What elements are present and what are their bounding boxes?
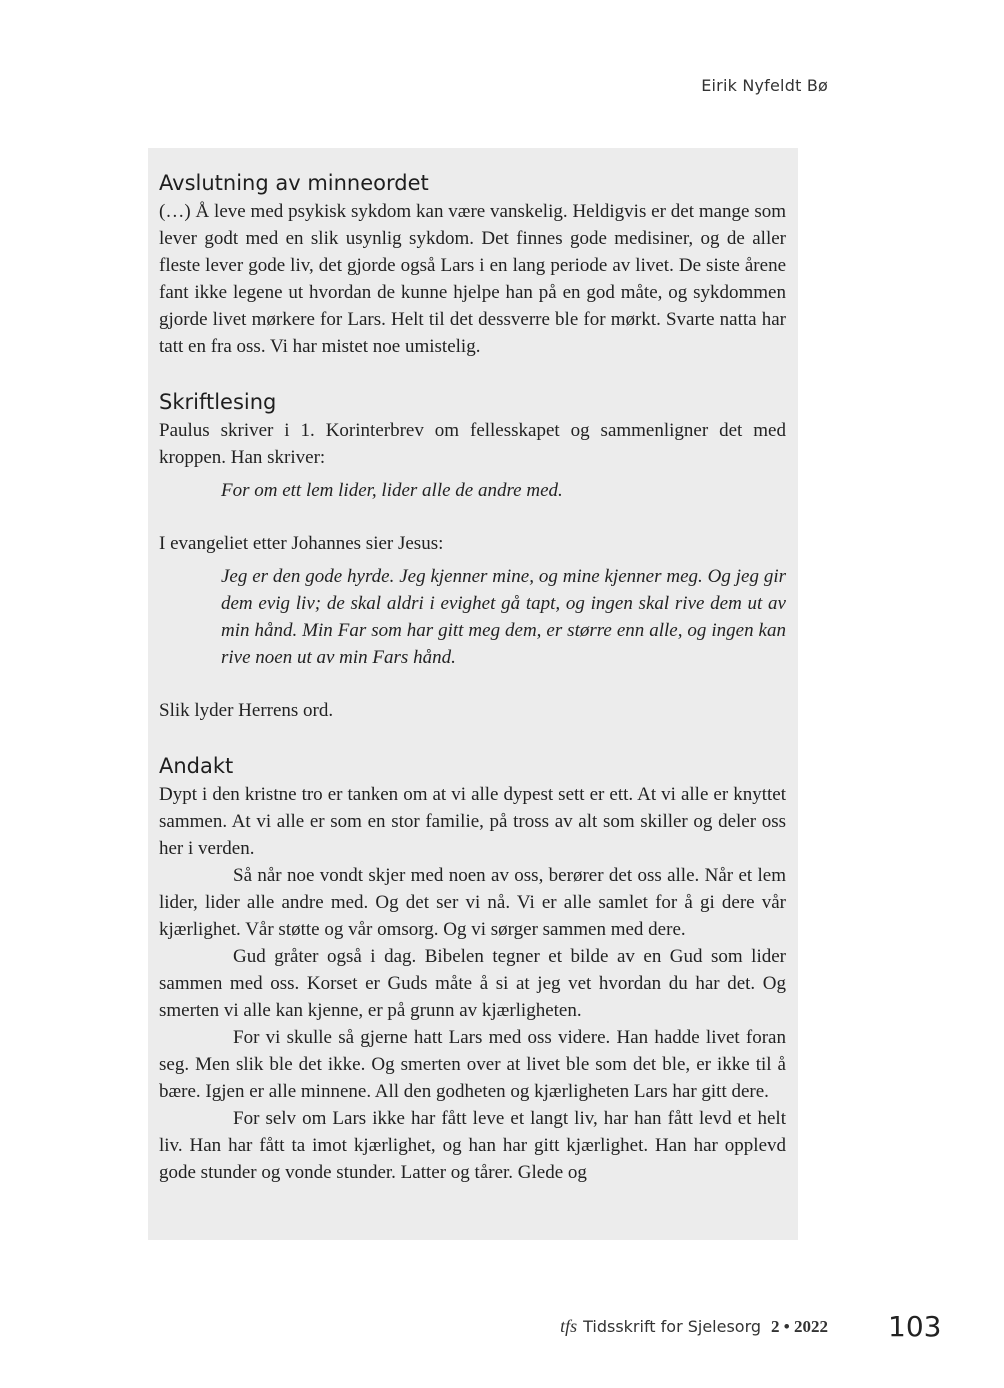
paragraph-minneord: (…) Å leve med psykisk sykdom kan være vanskelig. Heldigvis er det mange som lever godt med en slik usynlig sykdom. Det finnes gode medisiner, og de aller fleste lever gode liv, det gjorde også Lars i en lang periode av livet. De siste årene fant ikke legene ut hvordan de kunne hjelpe han på en god måte, og sykdommen gjorde livet mørkere for Lars. Helt til det dessverre ble for mørkt. Svarte natta har tatt en fra oss. Vi har mistet noe umistelig. xyxy=(159,201,786,357)
paragraph-paulus: Paulus skriver i 1. Korinterbrev om fellesskapet og sammenligner det med kroppen. Han skriver: xyxy=(159,420,786,468)
paragraph-andakt-4: For vi skulle så gjerne hatt Lars med oss videre. Han hadde livet foran seg. Men slik ble det ikke. Og smerten over at livet ble som det ble, er ikke til å bære. Igjen er alle minnene. All den godheten og kjærligheten Lars har gitt dere. xyxy=(159,1027,786,1102)
running-head-author: Eirik Nyfeldt Bø xyxy=(701,76,828,95)
page-number: 103 xyxy=(888,1310,942,1343)
paragraph-andakt-2: Så når noe vondt skjer med noen av oss, berører det oss alle. Når et lem lider, lider alle andre med. Og det ser vi nå. Vi er alle samlet for å gi dere vår kjærlighet. Vår støtte og vår omsorg. Og vi sørger sammen med dere. xyxy=(159,865,786,940)
section-heading-skriftlesing: Skriftlesing xyxy=(159,390,277,414)
paragraph-herrens-ord: Slik lyder Herrens ord. xyxy=(159,700,334,721)
journal-name: Tidsskrift for Sjelesorg xyxy=(583,1317,762,1336)
quote-johannes: Jeg er den gode hyrde. Jeg kjenner mine, og mine kjenner meg. Og jeg gir dem evig liv; de skal aldri i evighet gå tapt, og ingen skal rive dem ut av min hånd. Min Far som har gitt meg dem, er større enn alle, og ingen kan rive noen ut av min Fars hånd. xyxy=(221,566,786,668)
journal-abbreviation: tfs xyxy=(560,1316,578,1336)
paragraph-johannes: I evangeliet etter Johannes sier Jesus: xyxy=(159,533,444,554)
quote-korinter: For om ett lem lider, lider alle de andre med. xyxy=(221,480,563,501)
section-heading-minneord: Avslutning av minneordet xyxy=(159,171,429,195)
paragraph-andakt-3: Gud gråter også i dag. Bibelen tegner et bilde av en Gud som lider sammen med oss. Korset er Guds måte å si at jeg vet hvordan du har det. Og smerten vi alle kan kjenne, er på grunn av kjærligheten. xyxy=(159,946,786,1021)
text-box xyxy=(148,148,798,1240)
footer-journal xyxy=(560,1316,828,1337)
journal-issue: 2 • 2022 xyxy=(771,1317,828,1336)
text-box-content xyxy=(159,168,786,1186)
paragraph-andakt-5: For selv om Lars ikke har fått leve et langt liv, har han fått levd et helt liv. Han har fått ta imot kjærlighet, og han har gitt kjærlighet. Han har opplevd gode stunder og vonde stunder. Latter og tårer. Glede og xyxy=(159,1108,786,1183)
paragraph-andakt-1: Dypt i den kristne tro er tanken om at vi alle dypest sett er ett. At vi alle er knyttet sammen. At vi alle er som en stor familie, på tross av alt som skiller og deler oss her i verden. xyxy=(159,784,786,859)
section-heading-andakt: Andakt xyxy=(159,754,234,778)
